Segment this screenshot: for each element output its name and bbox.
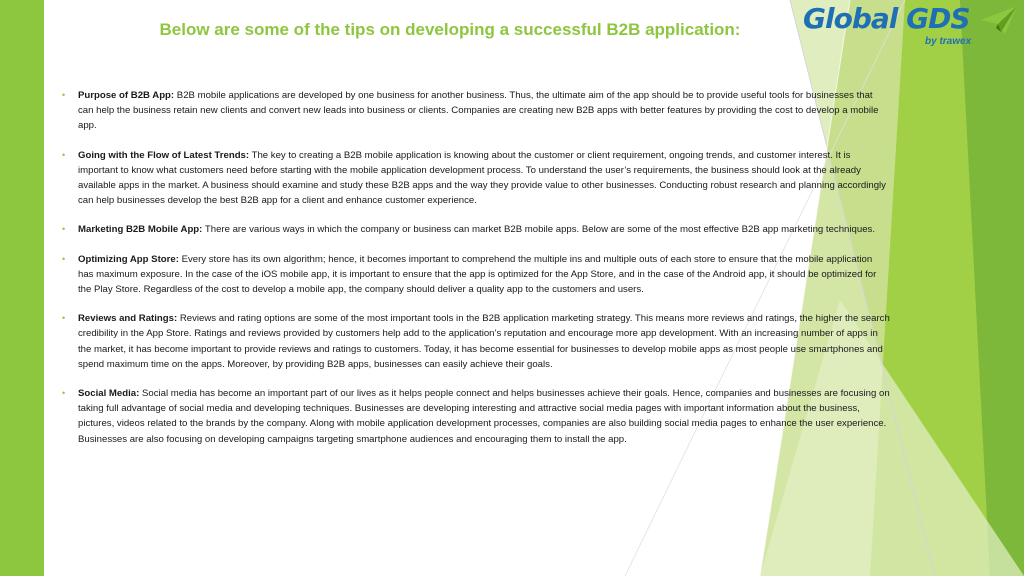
bullet-icon: • [62,90,66,100]
bullet-icon: • [62,388,66,399]
list-item [62,386,890,447]
tip-label: Going with the Flow of Latest Trends: [78,149,250,161]
tip-text: B2B mobile applications are developed by one business for another business. Thus, the ultimate aim of the app should be to provide useful tools for businesses that can help the business retain new clients and convert new leads into business or clients. Companies are creating new B2B apps with better features by providing the cost to develop a mobile app. [78,90,879,132]
list-item [62,252,890,298]
list-item [62,148,890,209]
tips-list [62,88,890,461]
tip-label: Purpose of B2B App: [78,90,175,101]
tip-text: Every store has its own algorithm; hence, it becomes important to comprehend the multiple ins and multiple outs of each store to ensure that the mobile application has maximum exposure. In the case of the iOS mobile app, it is important to ensure that the app is optimized for the App Store, and in the case of the Android app, it should be optimized for the Play Store. Regardless of the cost to develop a mobile app, the company should deliver a quality app to the customers and users. [78,253,877,296]
list-item [62,311,890,372]
list-item [62,88,890,134]
tip-label: Social Media: [78,388,140,400]
list-item [62,222,890,237]
tip-label: Marketing B2B Mobile App: [78,224,203,236]
bullet-icon: • [62,313,66,324]
logo-tagline: by trawex [925,36,972,47]
paper-plane-icon [981,6,1017,36]
tip-text: Reviews and rating options are some of the most important tools in the B2B application marketing strategy. This means more reviews and ratings, the higher the search credibility in the App Store. Ratings and reviews provided by customers help add to the application’s reputation and encourage more app development. With an increasing number of apps in the market, it has become important to provide reviews and ratings to customers. Today, it has become essential for businesses to develop mobile apps as most people use smartphones and spend maximum time on the apps. Moreover, by providing B2B apps, businesses can easily achieve their goals. [78,313,890,370]
tip-text: There are various ways in which the company or business can market B2B mobile apps. Below are some of the most effective B2B app marketing techniques. [202,224,875,236]
slide-title: Below are some of the tips on developing a successful B2B application: [159,20,741,39]
tip-text: The key to creating a B2B mobile application is knowing about the customer or client requirement, ongoing trends, and customer interest. It is important to know what customers need before starting with the mobile application development process. To understand the user’s requirements, the business should look at the already available apps in the market. A business should examine and study these B2B apps and the way they provide value to other businesses. Conducting robust research and planning accordingly can help businesses develop the best B2B app for a client and enhance customer experience. [78,149,886,207]
logo-wordmark: Global GDS [803,2,970,35]
bullet-icon: • [62,253,66,264]
bullet-icon: • [62,224,66,235]
global-gds-logo [803,2,1023,52]
tip-text: Social media has become an important part of our lives as it helps people connect and helps businesses achieve their goals. Hence, companies and businesses are focusing on taking full advantage of social media and developing techniques. Businesses are developing interesting and attractive social media pages with important information about the business, pictures, videos related to the brands by the company. Along with mobile application development processes, companies are also building social media pages to enhance the user experience. Businesses are also focusing on developing campaigns targeting smartphone audiences and encouraging them to install the app. [78,388,890,445]
bullet-icon: • [62,149,66,160]
tip-label: Reviews and Ratings: [78,313,178,325]
tip-label: Optimizing App Store: [78,253,179,265]
